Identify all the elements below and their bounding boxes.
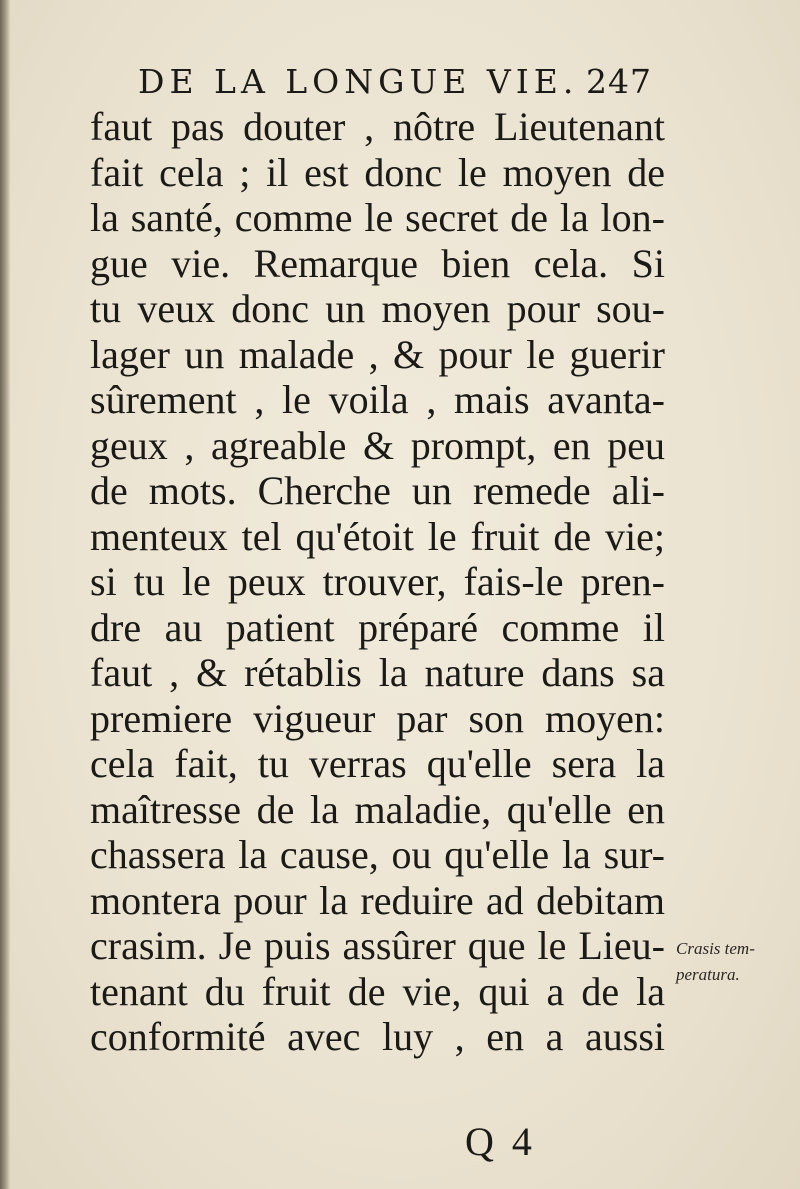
text-line: montera pour la reduire ad debitam [90, 877, 665, 923]
text-line: de mots. Cherche un remede ali- [90, 468, 665, 513]
text-line: cela fait, tu verras qu'elle sera la [90, 741, 665, 786]
text-line: faut pas douter , nôtre Lieutenant [90, 104, 665, 149]
text-line: gue vie. Remarque bien cela. Si [90, 240, 665, 286]
text-line: dre au patient préparé comme il [90, 604, 665, 650]
margin-note-line: peratura. [676, 965, 740, 984]
margin-note [676, 936, 796, 988]
text-line: conformité avec luy , en a aussi [90, 1014, 665, 1059]
text-line: premiere vigueur par son moyen: [90, 695, 665, 741]
margin-note-line: Crasis tem- [676, 939, 755, 958]
body-text [90, 104, 665, 1060]
text-line: maîtresse de la maladie, qu'elle en [90, 786, 665, 832]
text-line: menteux tel qu'étoit le fruit de vie; [90, 513, 665, 559]
running-head-title: DE LA LONGUE VIE. [138, 62, 579, 101]
text-line: lager un malade , & pour le guerir [90, 331, 665, 377]
text-line: si tu le peux trouver, fais-le pren- [90, 559, 665, 604]
text-line: faut , & rétablis la nature dans sa [90, 650, 665, 695]
text-line: tenant du fruit de vie, qui a de la [90, 968, 665, 1014]
text-line: geux , agreable & prompt, en peu [90, 422, 665, 468]
text-line: fait cela ; il est donc le moyen de [90, 149, 665, 195]
text-line: tu veux donc un moyen pour sou- [90, 286, 665, 331]
text-line: chassera la cause, ou qu'elle la sur- [90, 832, 665, 877]
text-line: sûrement , le voila , mais avanta- [90, 377, 665, 422]
page-number: 247 [586, 62, 652, 101]
running-head [138, 58, 678, 110]
text-line: crasim. Je puis assûrer que le Lieu- [90, 923, 665, 968]
page-gutter-shadow [0, 0, 10, 1189]
signature-mark: Q 4 [465, 1119, 536, 1164]
text-line: la santé, comme le secret de la lon- [90, 195, 665, 240]
